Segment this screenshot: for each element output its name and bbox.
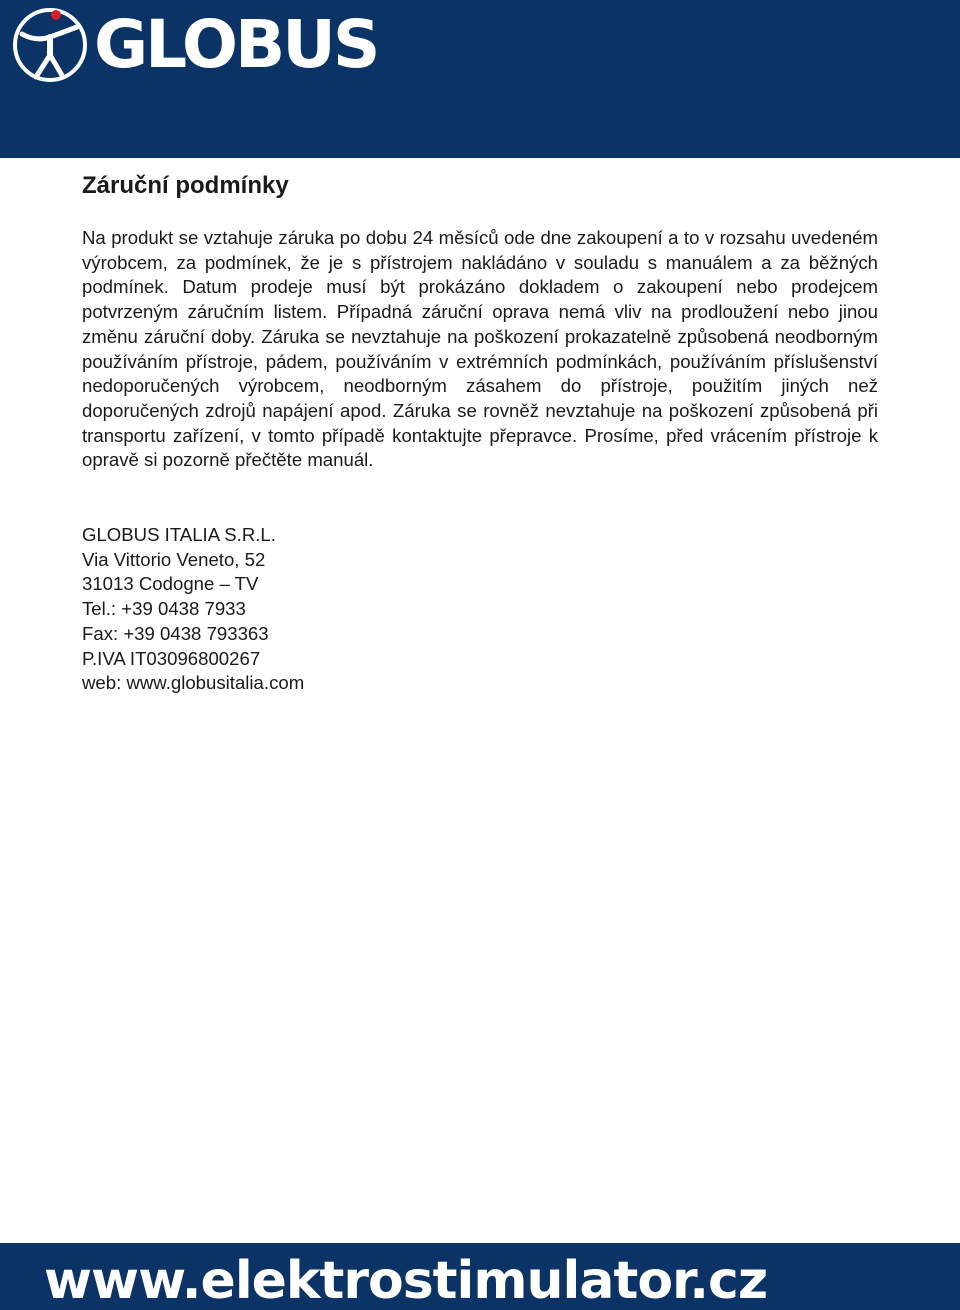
main-content	[82, 170, 878, 696]
street-line: Via Vittorio Veneto, 52	[82, 548, 266, 570]
warranty-paragraph: Na produkt se vztahuje záruka po dobu 24 měsíců ode dne zakoupení a to v rozsahu uvedeném výrobcem, za podmínek, že je s přístrojem nakládáno v souladu s manuálem a za běžných podmínek. Datum prodeje musí být prokázáno dokladem o zakoupení nebo prodejcem potvrzeným záručním listem. Případná záruční oprava nemá vliv na prodloužení nebo jinou změnu záruční doby. Záruka se nevztahuje na poškození prokazatelně způsobená neodborným používáním přístroje, pádem, používáním v extrémních podmínkách, používáním příslušenství nedoporučených výrobcem, neodborným zásahem do přístroje, použitím jiných než doporučených zdrojů napájení apod. Záruka se rovněž nevztahuje na poškození způsobená při transportu zařízení, v tomto případě kontaktujte přepravce. Prosíme, před vrácením přístroje k opravě si pozorně přečtěte manuál.	[82, 227, 878, 471]
footer-website-link[interactable]: www.elektrostimulator.cz	[44, 1251, 768, 1310]
vat-line: P.IVA IT03096800267	[82, 647, 261, 669]
company-address	[82, 523, 878, 696]
logo-wordmark: GLOBUS	[94, 6, 378, 83]
web-line[interactable]: web: www.globusitalia.com	[82, 672, 305, 694]
globus-logo[interactable]	[10, 6, 377, 84]
city-line: 31013 Codogne – TV	[82, 573, 259, 595]
page-title: Záruční podmínky	[82, 172, 289, 199]
footer-band	[0, 1243, 960, 1310]
globus-person-icon	[10, 5, 90, 85]
phone-line: Tel.: +39 0438 7933	[82, 598, 246, 620]
header-band	[0, 0, 960, 158]
company-name: GLOBUS ITALIA S.R.L.	[82, 524, 276, 546]
fax-line: Fax: +39 0438 793363	[82, 622, 269, 644]
